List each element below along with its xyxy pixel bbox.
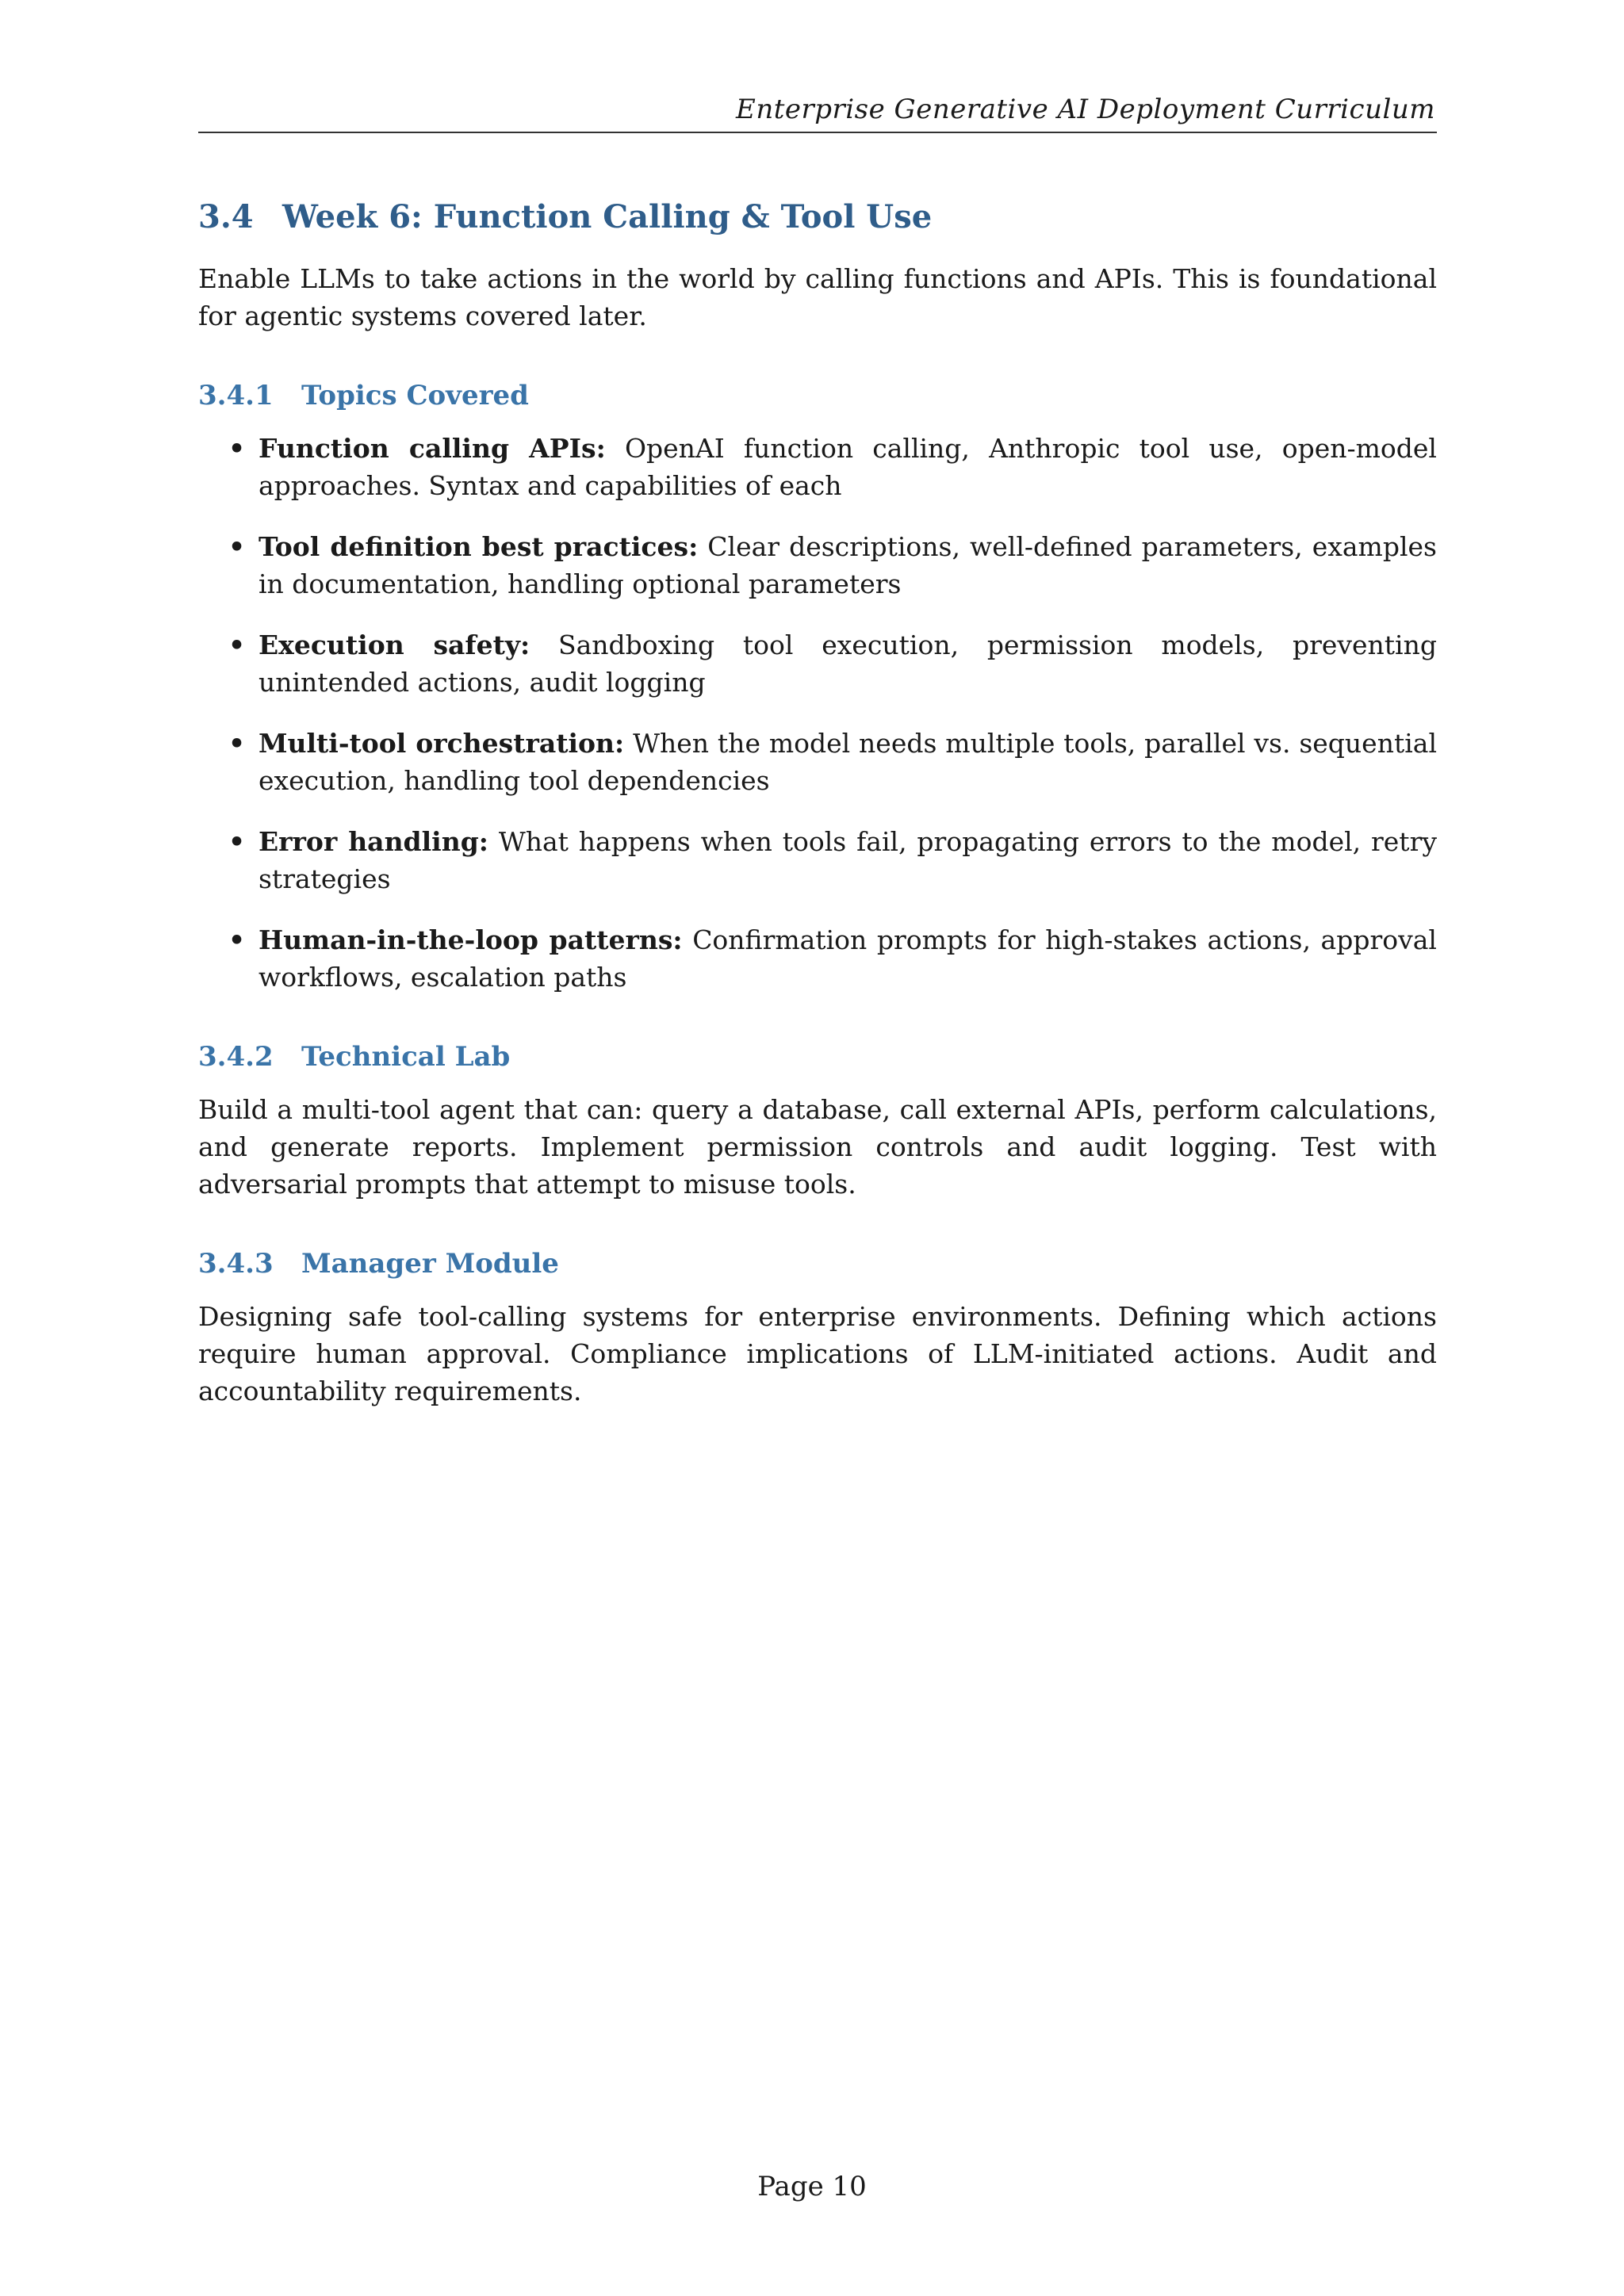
subsection-title: Topics Covered xyxy=(301,380,529,411)
topics-list xyxy=(198,430,1437,996)
subsection-heading-topics xyxy=(198,376,1437,415)
subsection-number: 3.4.3 xyxy=(198,1248,274,1280)
topic-text: What happens when tools fail, propagating errors to the model, retry strategies xyxy=(259,826,1437,894)
topic-term: Execution safety: xyxy=(259,629,530,660)
section-heading xyxy=(198,193,1437,241)
topic-term: Multi-tool orchestration: xyxy=(259,728,625,759)
section-intro: Enable LLMs to take actions in the world by calling functions and APIs. This is foundational for agentic systems covered later. xyxy=(198,263,1437,331)
subsection-heading-lab xyxy=(198,1037,1437,1077)
bullet-icon: • xyxy=(228,629,246,660)
manager-paragraph: Designing safe tool-calling systems for enterprise environments. Defining which actions require human approval. Compliance implications of LLM-initiated actions. Audit and accountability requirements. xyxy=(198,1301,1437,1406)
lab-paragraph: Build a multi-tool agent that can: query a database, call external APIs, perform calculations, and generate reports. Implement permission controls and audit logging. Test with adversarial prompts that attempt to misuse tools. xyxy=(198,1094,1437,1200)
topic-term: Human-in-the-loop patterns: xyxy=(259,924,683,955)
subsection-heading-manager xyxy=(198,1244,1437,1284)
topic-text: Confirmation prompts for high-stakes actions, approval workflows, escalation paths xyxy=(259,924,1437,993)
list-item xyxy=(198,626,1437,701)
list-item xyxy=(198,921,1437,996)
bullet-icon: • xyxy=(228,826,246,857)
bullet-icon: • xyxy=(228,728,246,759)
subsection-title: Technical Lab xyxy=(301,1041,511,1073)
bullet-icon: • xyxy=(228,531,246,562)
subsection-number: 3.4.1 xyxy=(198,380,274,411)
topic-term: Function calling APIs: xyxy=(259,433,606,464)
list-item xyxy=(198,528,1437,603)
running-header: Enterprise Generative AI Deployment Curriculum xyxy=(736,94,1435,125)
subsection-title: Manager Module xyxy=(301,1248,559,1280)
page-number: Page 10 xyxy=(757,2171,867,2202)
header-rule xyxy=(198,132,1437,133)
list-item xyxy=(198,725,1437,799)
subsection-number: 3.4.2 xyxy=(198,1041,274,1073)
section-title: Week 6: Function Calling & Tool Use xyxy=(282,198,933,235)
section-number: 3.4 xyxy=(198,198,254,235)
bullet-icon: • xyxy=(228,924,246,955)
topic-text: Clear descriptions, well-defined parameters, examples in documentation, handling optional parameters xyxy=(259,531,1437,599)
topic-text: When the model needs multiple tools, parallel vs. sequential execution, handling tool dependencies xyxy=(259,728,1438,796)
topic-term: Tool definition best practices: xyxy=(259,531,699,562)
page-content xyxy=(198,193,1437,1410)
list-item xyxy=(198,430,1437,504)
topic-term: Error handling: xyxy=(259,826,488,857)
bullet-icon: • xyxy=(228,433,246,464)
topic-text: Sandboxing tool execution, permission models, preventing unintended actions, audit logging xyxy=(259,629,1437,698)
list-item xyxy=(198,823,1437,897)
topic-text: OpenAI function calling, Anthropic tool use, open-model approaches. Syntax and capabilities of each xyxy=(259,433,1437,501)
